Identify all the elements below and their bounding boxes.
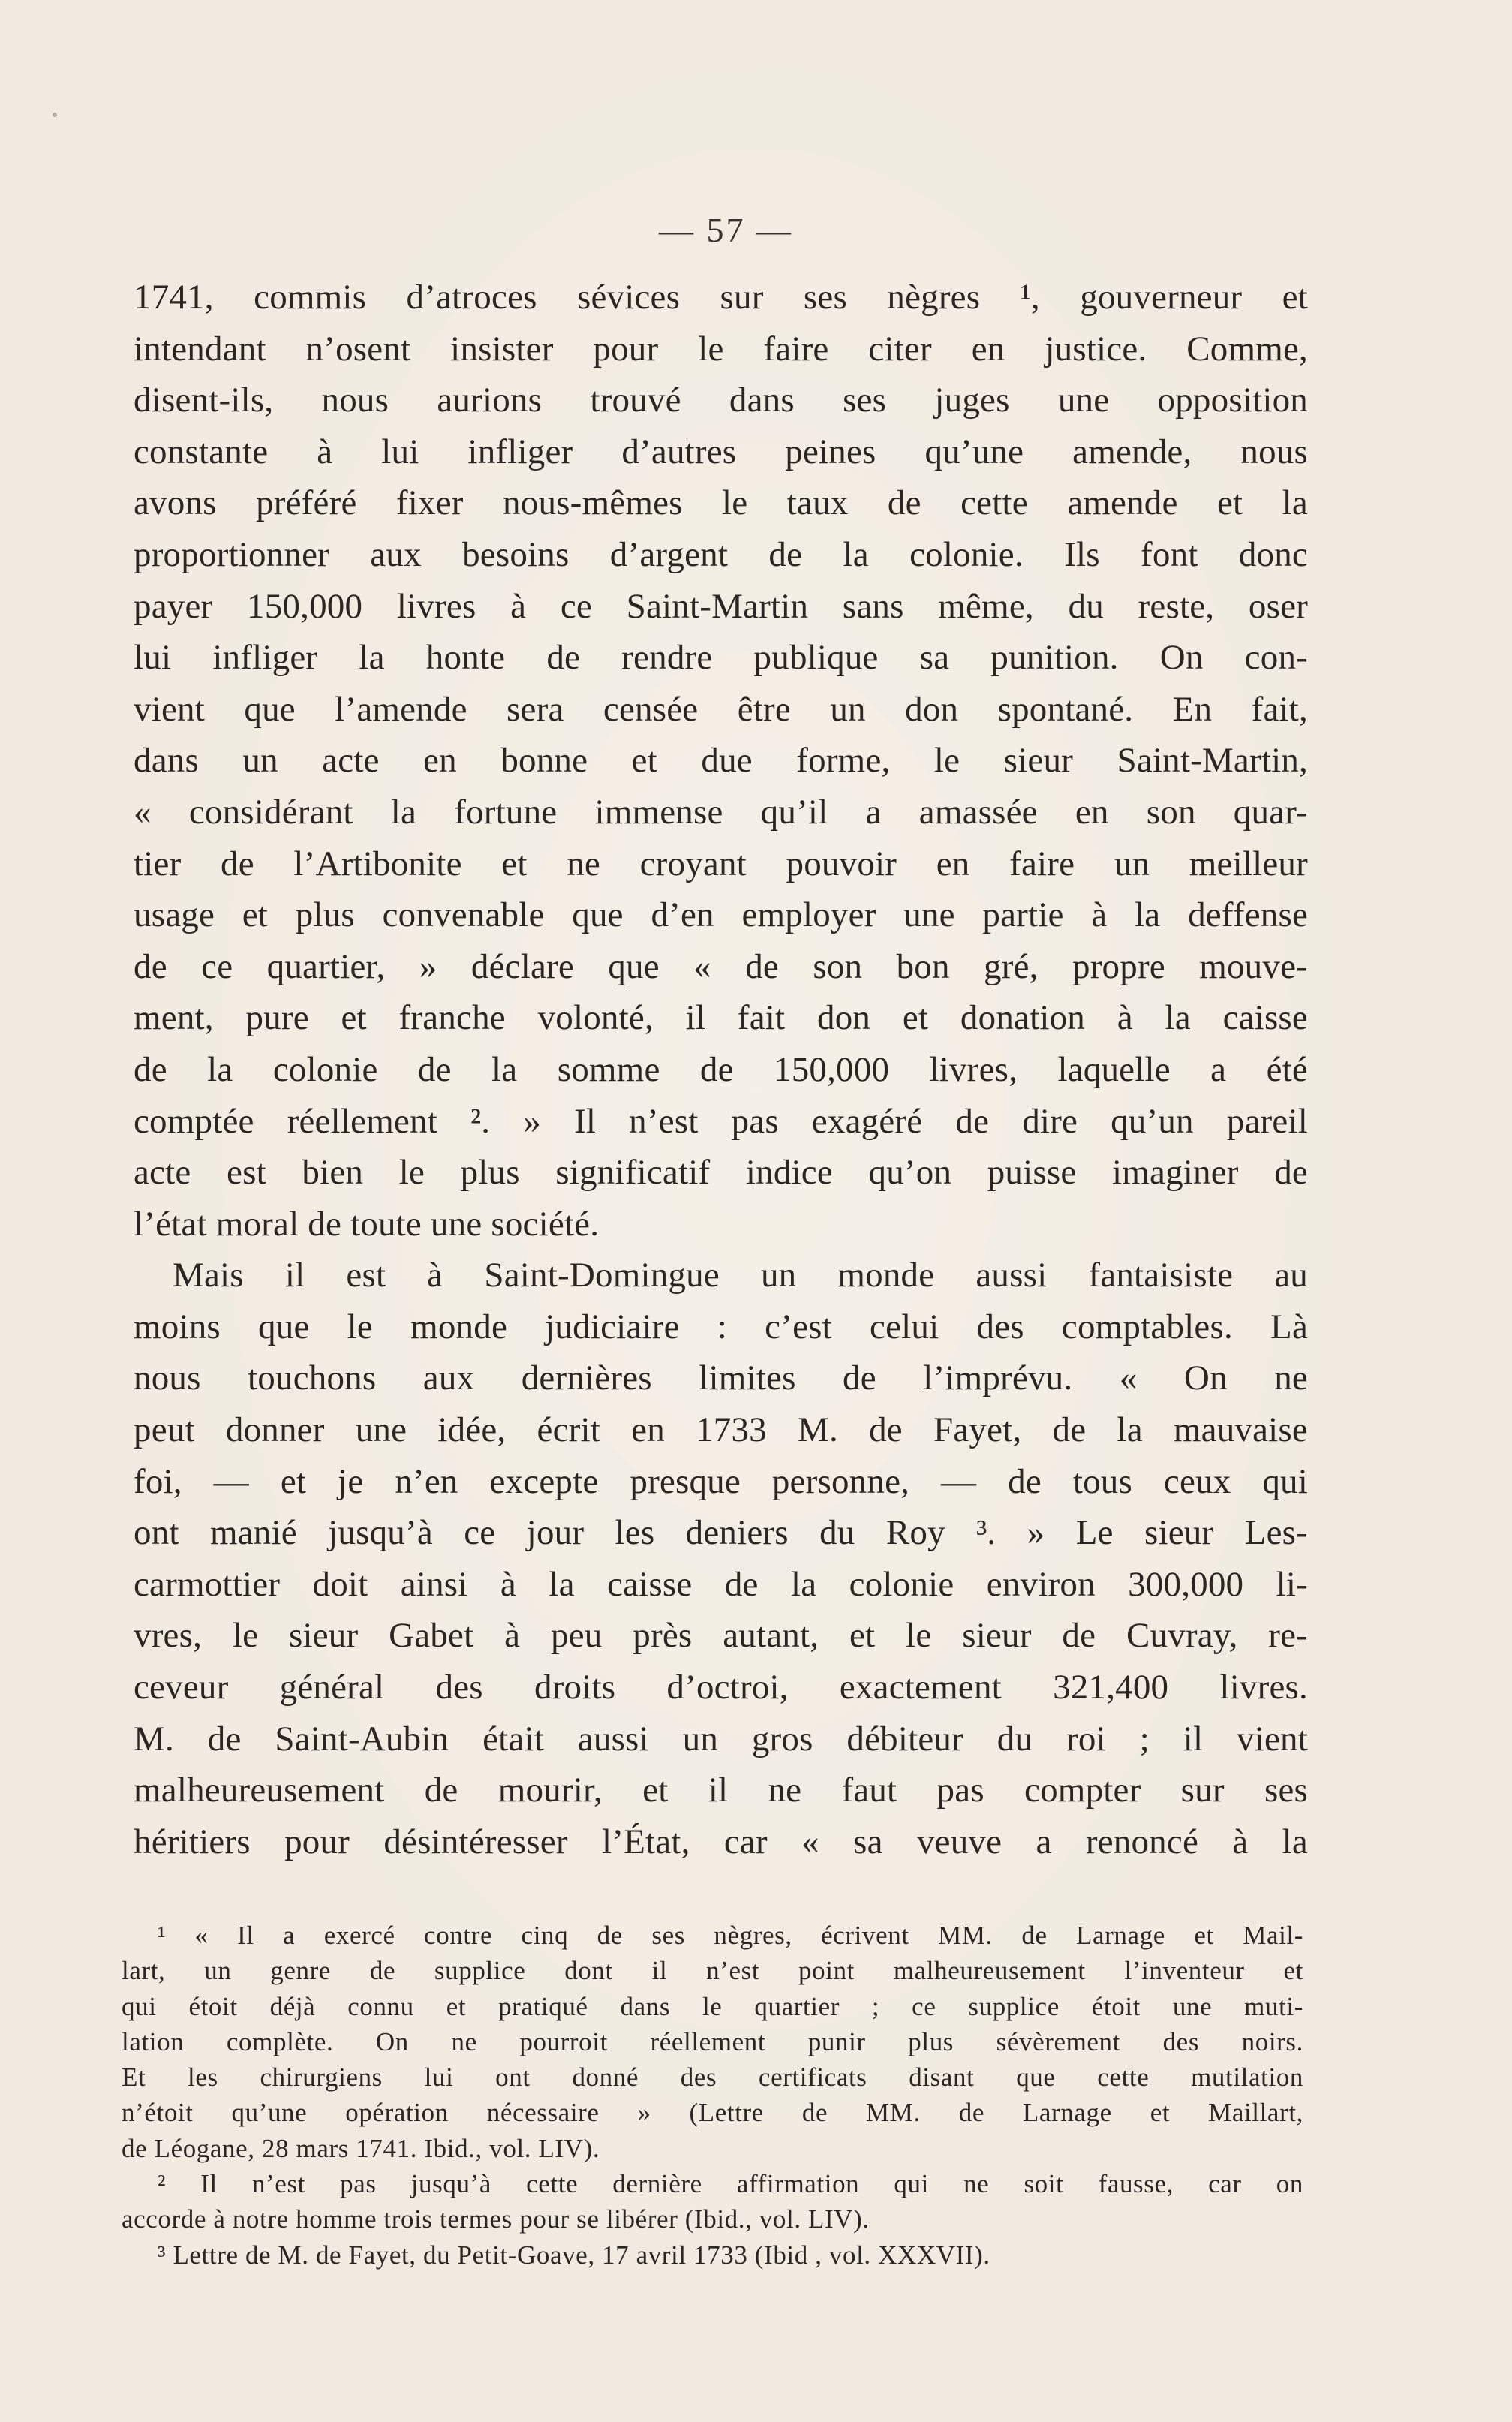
text-line: héritiers pour désintéresser l’État, car « sa veuve a renoncé à la (134, 1822, 1308, 1861)
footnote-line: ³ Lettre de M. de Fayet, du Petit-Goave, 17 avril 1733 (Ibid , vol. XXXVII). (158, 2240, 990, 2270)
text-line: nous touchons aux dernières limites de l’imprévu. « On ne (134, 1358, 1308, 1398)
text-line: 1741, commis d’atroces sévices sur ses nègres ¹, gouverneur et (134, 278, 1308, 317)
text-line: vient que l’amende sera censée être un don spontané. En fait, (134, 689, 1308, 729)
text-line: de ce quartier, » déclare que « de son bon gré, propre mouve- (134, 946, 1308, 986)
footnote-line: lation complète. On ne pourroit réellement punir plus sévèrement des noirs. (122, 2026, 1303, 2056)
text-line: constante à lui infliger d’autres peines qu’une amende, nous (134, 432, 1308, 471)
text-line: usage et plus convenable que d’en employer une partie à la deffense (134, 895, 1308, 935)
footnote-line: accorde à notre homme trois termes pour se libérer (Ibid., vol. LIV). (122, 2204, 870, 2234)
text-line: proportionner aux besoins d’argent de la colonie. Ils font donc (134, 534, 1308, 574)
text-line: payer 150,000 livres à ce Saint-Martin sans même, du reste, oser (134, 586, 1308, 626)
text-line: comptée réellement ². » Il n’est pas exagéré de dire qu’un pareil (134, 1101, 1308, 1141)
text-line: malheureusement de mourir, et il ne faut pas compter sur ses (134, 1771, 1308, 1810)
text-line: vres, le sieur Gabet à peu près autant, et le sieur de Cuvray, re- (134, 1616, 1308, 1656)
footnote-line: Et les chirurgiens lui ont donné des certificats disant que cette mutilation (122, 2062, 1303, 2093)
footnote-line: ¹ « Il a exercé contre cinq de ses nègres, écrivent MM. de Larnage et Mail- (158, 1921, 1303, 1950)
text-line: dans un acte en bonne et due forme, le sieur Saint-Martin, (134, 741, 1308, 781)
footnotes (122, 1918, 1303, 2273)
text-line: ont manié jusqu’à ce jour les deniers du Roy ³. » Le sieur Les- (134, 1513, 1308, 1553)
text-line: « considérant la fortune immense qu’il a amassée en son quar- (134, 792, 1308, 832)
text-line: disent-ils, nous aurions trouvé dans ses juges une opposition (134, 381, 1308, 420)
footnote-line: qui étoit déjà connu et pratiqué dans le quartier ; ce supplice étoit une muti- (122, 1991, 1303, 2021)
text-line: carmottier doit ainsi à la caisse de la colonie environ 300,000 li- (134, 1564, 1308, 1604)
text-line: ceveur général des droits d’octroi, exactement 321,400 livres. (134, 1668, 1308, 1707)
text-line: lui infliger la honte de rendre publique sa punition. On con- (134, 638, 1308, 678)
text-line: avons préféré fixer nous-mêmes le taux de cette amende et la (134, 483, 1308, 523)
text-line: foi, — et je n’en excepte presque personne, — de tous ceux qui (134, 1461, 1308, 1501)
text-line: acte est bien le plus significatif indice qu’on puisse imaginer de (134, 1153, 1308, 1193)
text-line: moins que le monde judiciaire : c’est celui des comptables. Là (134, 1307, 1308, 1346)
text-line: M. de Saint-Aubin était aussi un gros débiteur du roi ; il vient (134, 1719, 1308, 1759)
paragraph-start-line: Mais il est à Saint-Domingue un monde aussi fantaisiste au (173, 1256, 1308, 1295)
page-number: — 57 — (659, 211, 793, 249)
text-line: ment, pure et franche volonté, il fait don et donation à la caisse (134, 998, 1308, 1038)
footnote-line: lart, un genre de supplice dont il n’est point malheureusement l’inventeur et (122, 1956, 1303, 1986)
footnote-line: de Léogane, 28 mars 1741. Ibid., vol. LIV). (122, 2133, 600, 2163)
main-text (134, 272, 1308, 1867)
text-line: de la colonie de la somme de 150,000 livres, laquelle a été (134, 1049, 1308, 1089)
text-line: intendant n’osent insister pour le faire citer en justice. Comme, (134, 329, 1308, 369)
paragraph-end-line: l’état moral de toute une société. (134, 1204, 600, 1244)
paper-speck (53, 113, 57, 117)
text-line: peut donner une idée, écrit en 1733 M. de Fayet, de la mauvaise (134, 1410, 1308, 1450)
footnote-line: ² Il n’est pas jusqu’à cette dernière affirmation qui ne soit fausse, car on (158, 2169, 1303, 2199)
footnote-line: n’étoit qu’une opération nécessaire » (Lettre de MM. de Larnage et Maillart, (122, 2098, 1303, 2128)
text-line: tier de l’Artibonite et ne croyant pouvoir en faire un meilleur (134, 844, 1308, 883)
